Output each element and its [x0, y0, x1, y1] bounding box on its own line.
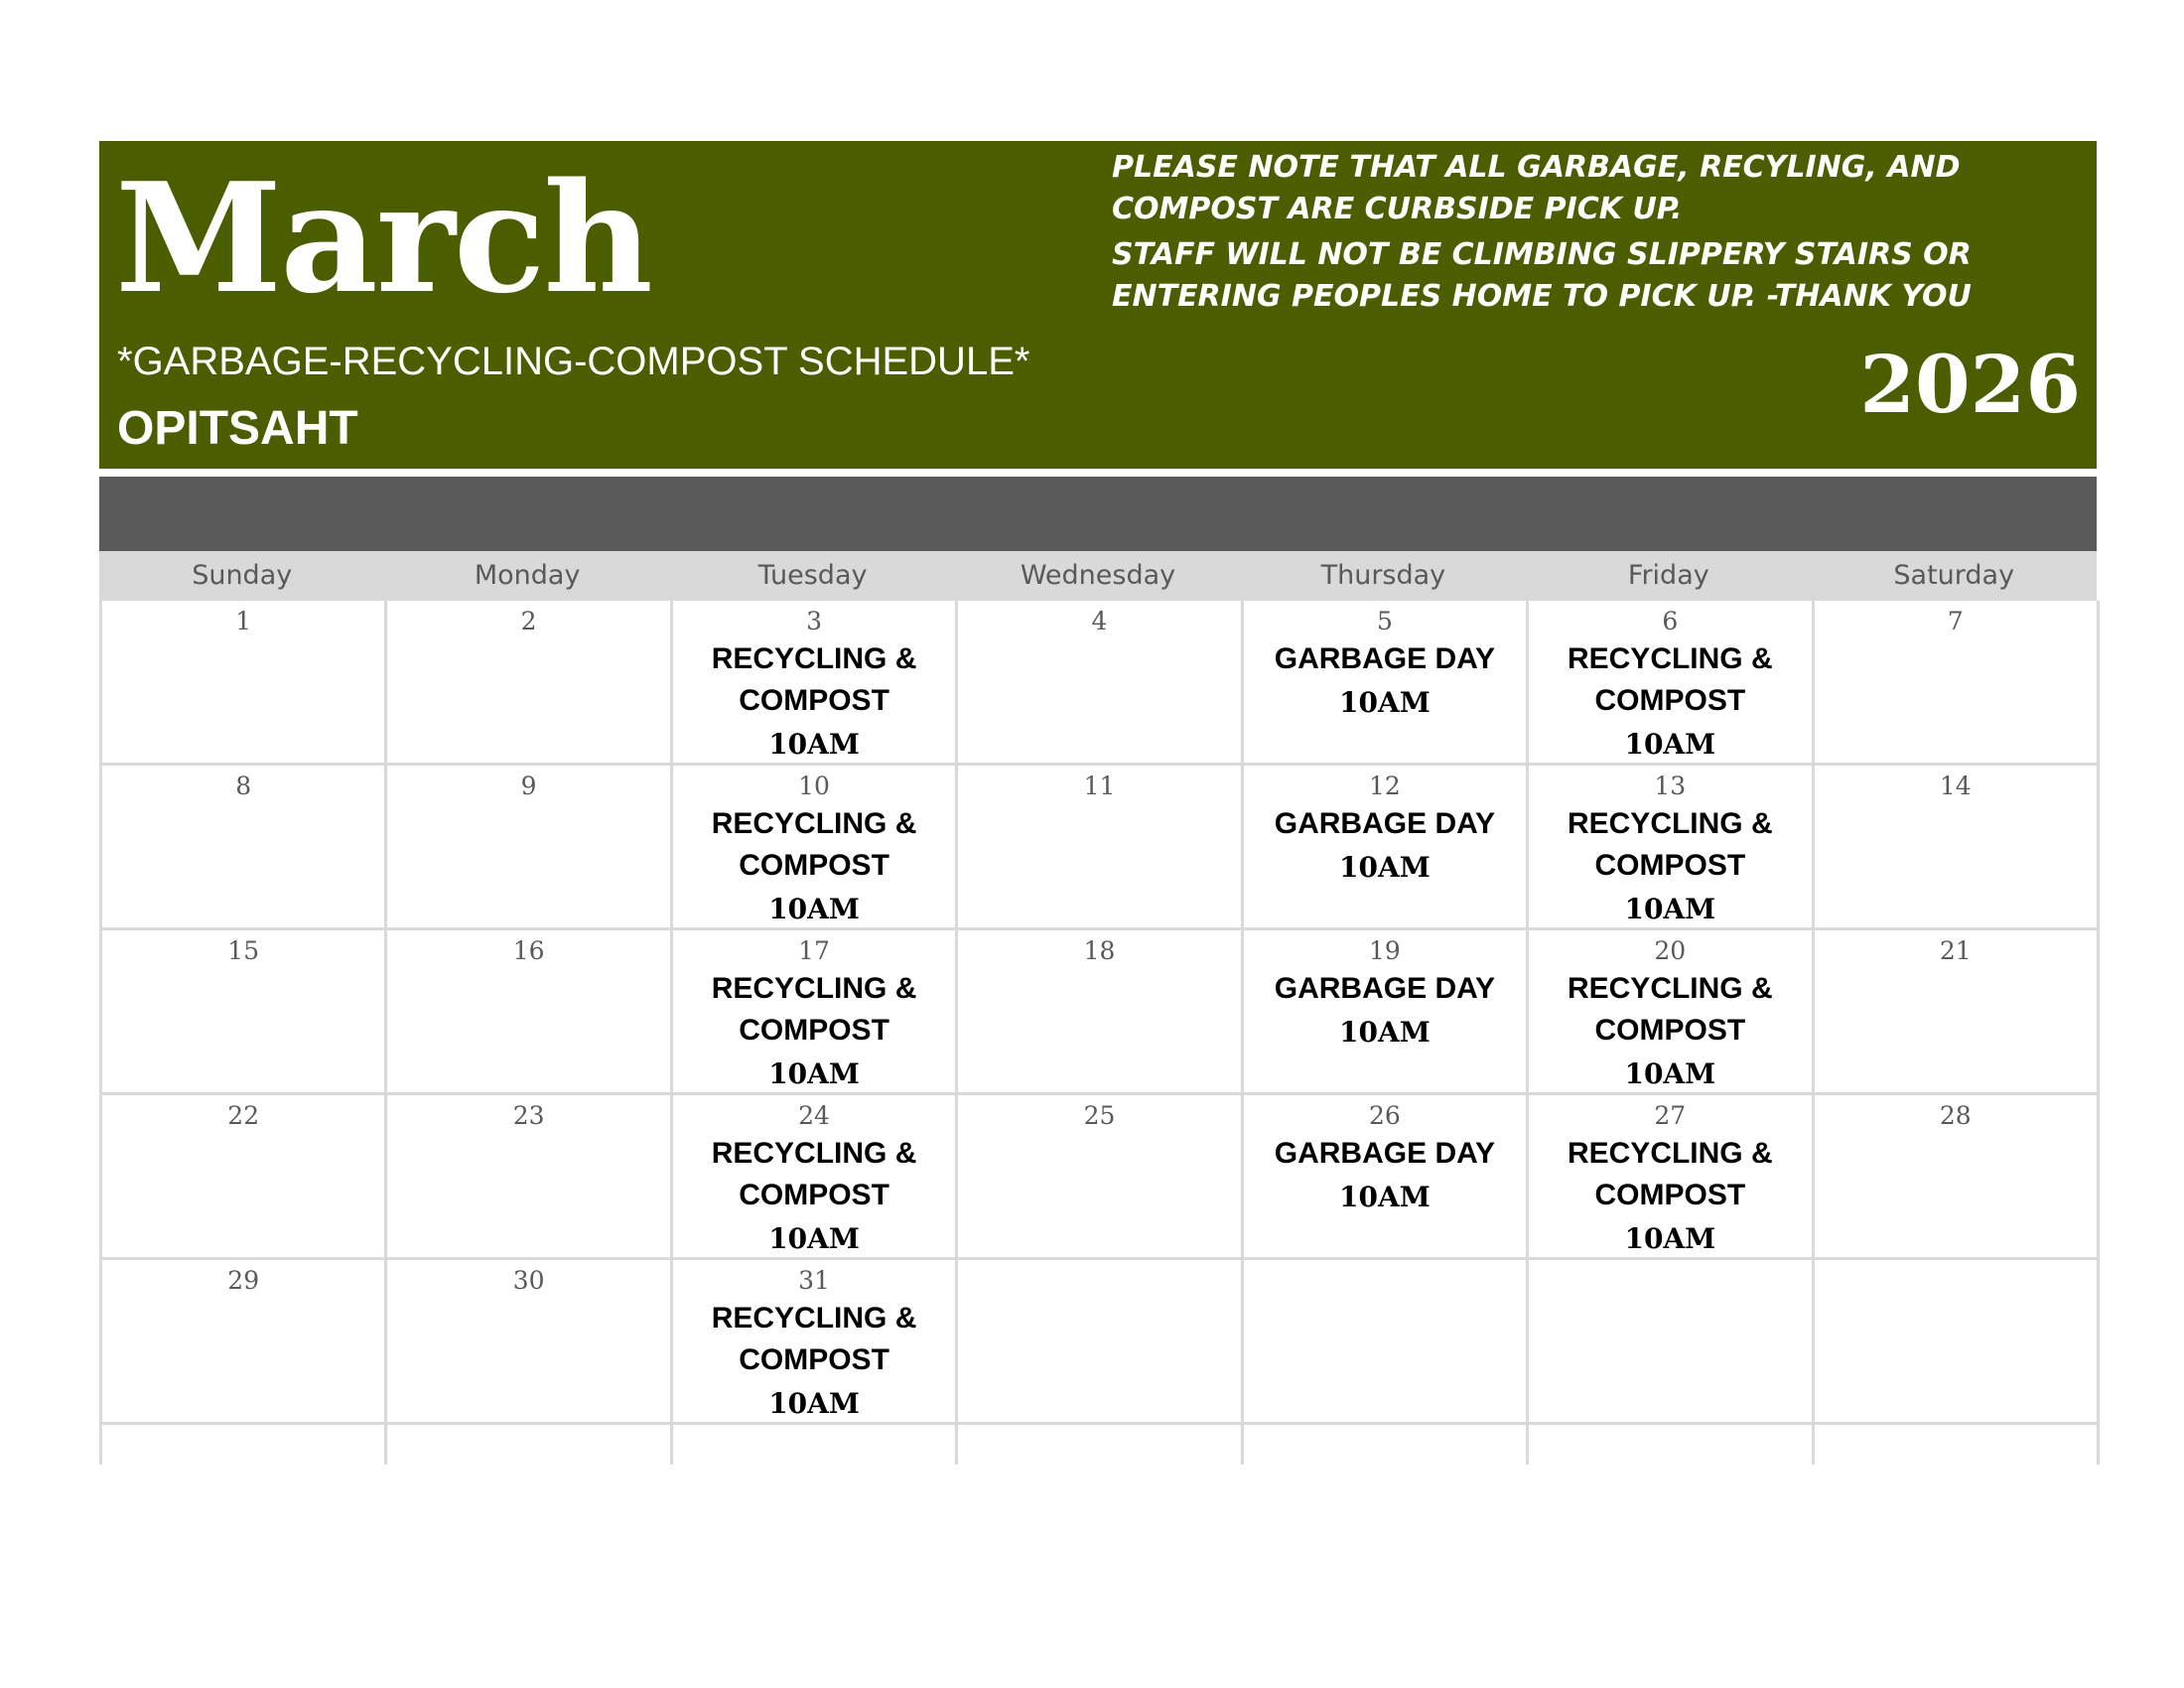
day-number: 3	[806, 607, 822, 635]
weekday-wednesday: Wednesday	[1020, 560, 1176, 591]
collection-time: 10AM	[768, 1057, 860, 1090]
header-band	[99, 477, 2097, 551]
day-number: 27	[1654, 1101, 1687, 1130]
day-number: 10	[798, 772, 830, 800]
collection-time: 10AM	[1339, 1181, 1431, 1213]
weekday-header-row	[99, 551, 2097, 601]
collection-event: RECYCLING & COMPOST	[711, 642, 917, 717]
day-cell	[958, 1095, 1243, 1257]
calendar-week-row	[102, 766, 2100, 930]
day-number: 12	[1368, 772, 1401, 800]
empty-cell	[673, 1425, 958, 1465]
empty-cell	[102, 1425, 387, 1465]
collection-event: RECYCLING & COMPOST	[1567, 1137, 1773, 1211]
day-number	[1529, 1266, 1811, 1298]
day-number: 21	[1939, 936, 1972, 965]
day-number: 24	[798, 1101, 830, 1130]
day-cell	[1529, 1260, 1814, 1422]
calendar-trailing-row	[102, 1425, 2100, 1465]
collection-time: 10AM	[1624, 1222, 1716, 1255]
empty-cell	[1244, 1425, 1529, 1465]
collection-event: RECYCLING & COMPOST	[1567, 642, 1773, 717]
collection-time: 10AM	[768, 728, 860, 761]
day-cell	[102, 1260, 387, 1422]
day-cell	[387, 1095, 672, 1257]
collection-event: RECYCLING & COMPOST	[1567, 972, 1773, 1047]
day-cell	[673, 1260, 958, 1422]
empty-cell	[387, 1425, 672, 1465]
day-number: 25	[1083, 1101, 1116, 1130]
collection-event: GARBAGE DAY	[1274, 972, 1496, 1005]
day-cell	[102, 1095, 387, 1257]
day-cell	[673, 1095, 958, 1257]
day-number: 31	[798, 1266, 830, 1295]
day-cell	[958, 930, 1243, 1092]
day-cell	[1815, 1260, 2100, 1422]
collection-event: RECYCLING & COMPOST	[1567, 807, 1773, 882]
year-label: 2026	[1859, 338, 2081, 431]
day-number: 22	[227, 1101, 260, 1130]
collection-time: 10AM	[1624, 728, 1716, 761]
collection-time: 10AM	[768, 1222, 860, 1255]
day-cell	[1244, 930, 1529, 1092]
empty-cell	[1815, 1425, 2100, 1465]
day-number: 23	[512, 1101, 545, 1130]
day-number: 6	[1662, 607, 1679, 635]
collection-time: 10AM	[768, 1387, 860, 1420]
day-cell	[102, 601, 387, 763]
day-cell	[1244, 601, 1529, 763]
collection-event: GARBAGE DAY	[1274, 1137, 1496, 1170]
day-cell	[1815, 1095, 2100, 1257]
collection-event: RECYCLING & COMPOST	[711, 1302, 917, 1376]
notice-line-2: STAFF WILL NOT BE CLIMBING SLIPPERY STAIRS OR ENTERING PEOPLES HOME TO PICK UP. -THANK YOU	[1112, 237, 1972, 314]
day-number: 16	[512, 936, 545, 965]
collection-event: RECYCLING & COMPOST	[711, 1137, 917, 1211]
weekday-friday: Friday	[1627, 560, 1709, 591]
day-cell	[1244, 1095, 1529, 1257]
day-number: 17	[798, 936, 830, 965]
day-cell	[958, 601, 1243, 763]
day-cell	[1815, 766, 2100, 927]
day-cell	[102, 766, 387, 927]
day-cell	[958, 1260, 1243, 1422]
day-number: 2	[520, 607, 537, 635]
day-cell	[1815, 601, 2100, 763]
weekday-sunday: Sunday	[192, 560, 293, 591]
day-number: 5	[1376, 607, 1393, 635]
collection-event: GARBAGE DAY	[1274, 642, 1496, 675]
day-cell	[387, 930, 672, 1092]
empty-cell	[958, 1425, 1243, 1465]
day-cell	[1529, 1095, 1814, 1257]
calendar-week-row	[102, 1095, 2100, 1260]
weekday-thursday: Thursday	[1320, 560, 1446, 591]
month-title: March	[115, 149, 651, 327]
day-number: 7	[1947, 607, 1964, 635]
day-number: 14	[1939, 772, 1972, 800]
day-number: 4	[1091, 607, 1108, 635]
weekday-saturday: Saturday	[1893, 560, 2015, 591]
day-number: 26	[1368, 1101, 1401, 1130]
day-number: 29	[227, 1266, 260, 1295]
calendar-week-row	[102, 601, 2100, 766]
empty-cell	[1529, 1425, 1814, 1465]
day-number: 8	[235, 772, 252, 800]
collection-time: 10AM	[1624, 1057, 1716, 1090]
day-number: 11	[1083, 772, 1116, 800]
day-number	[1815, 1266, 2097, 1298]
day-cell	[387, 1260, 672, 1422]
pickup-notice	[1112, 147, 2075, 318]
collection-time: 10AM	[1339, 1016, 1431, 1049]
collection-time: 10AM	[1339, 686, 1431, 719]
day-number: 9	[520, 772, 537, 800]
collection-time: 10AM	[1339, 851, 1431, 884]
day-number: 20	[1654, 936, 1687, 965]
day-cell	[1529, 930, 1814, 1092]
day-number: 19	[1368, 936, 1401, 965]
collection-event: RECYCLING & COMPOST	[711, 807, 917, 882]
collection-time: 10AM	[768, 893, 860, 925]
calendar-grid	[99, 601, 2100, 1465]
day-cell	[387, 601, 672, 763]
day-number	[1244, 1266, 1526, 1298]
day-cell	[673, 930, 958, 1092]
day-cell	[1529, 766, 1814, 927]
collection-event: GARBAGE DAY	[1274, 807, 1496, 840]
day-cell	[1529, 601, 1814, 763]
day-number: 13	[1654, 772, 1687, 800]
day-cell	[673, 766, 958, 927]
day-number: 1	[235, 607, 252, 635]
collection-time: 10AM	[1624, 893, 1716, 925]
day-cell	[1815, 930, 2100, 1092]
day-cell	[1244, 1260, 1529, 1422]
day-cell	[673, 601, 958, 763]
day-cell	[958, 766, 1243, 927]
notice-line-1: PLEASE NOTE THAT ALL GARBAGE, RECYLING, AND COMPOST ARE CURBSIDE PICK UP.	[1112, 150, 1961, 226]
day-cell	[1244, 766, 1529, 927]
day-cell	[387, 766, 672, 927]
weekday-tuesday: Tuesday	[757, 560, 868, 591]
day-cell	[102, 930, 387, 1092]
day-number: 18	[1083, 936, 1116, 965]
day-number: 15	[227, 936, 260, 965]
collection-event: RECYCLING & COMPOST	[711, 972, 917, 1047]
weekday-monday: Monday	[474, 560, 581, 591]
location-name: OPITSAHT	[117, 402, 358, 455]
schedule-subtitle: *GARBAGE-RECYCLING-COMPOST SCHEDULE*	[117, 340, 1030, 383]
day-number: 30	[512, 1266, 545, 1295]
calendar-header	[99, 141, 2097, 469]
calendar-week-row	[102, 1260, 2100, 1425]
calendar-week-row	[102, 930, 2100, 1095]
day-number: 28	[1939, 1101, 1972, 1130]
day-number	[958, 1266, 1240, 1298]
